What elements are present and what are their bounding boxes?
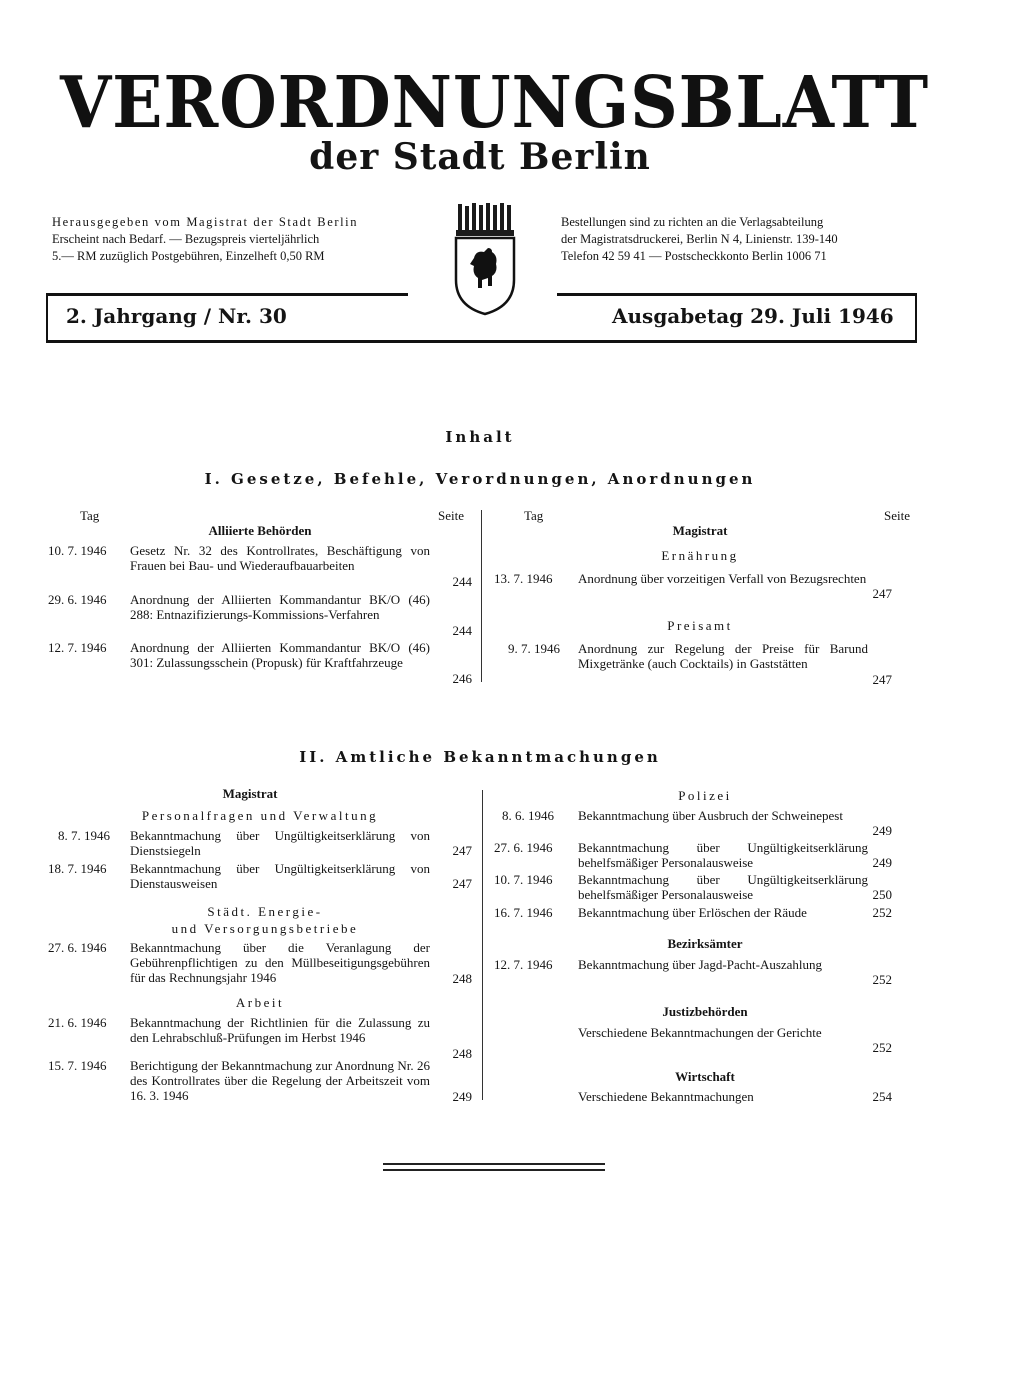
publisher-line: 5.— RM zuzüglich Postgebühren, Einzelheft 0,50 RM: [52, 249, 325, 263]
issue-border-right: [915, 293, 917, 342]
entry-page: 244: [452, 623, 472, 638]
entry-date: 10. 7. 1946: [494, 872, 553, 887]
entry-text: Bekanntmachung über Jagd-Pacht-Auszahlung: [578, 957, 823, 972]
issue-border-left: [46, 293, 48, 342]
masthead-title: VERORDNUNGSBLATT: [60, 60, 930, 144]
list-item: [48, 640, 472, 686]
entry-date: 27. 6. 1946: [48, 940, 107, 955]
subgroup-arbeit: Arbeit: [235, 995, 285, 1010]
issue-rule-left: [46, 293, 408, 296]
col-seite-right: Seite: [884, 508, 910, 523]
entry-text: Gesetz Nr. 32 des Kontrollrates, Beschäftigung von Frauen bei Bau- und Wiederaufbauarbeiten: [130, 543, 430, 573]
entry-page: 247: [452, 876, 472, 891]
entry-date: 29. 6. 1946: [48, 592, 107, 607]
entry-text: Berichtigung der Bekanntmachung zur Anordnung Nr. 26 des Kontrollrates über die Regelung der Arbeitszeit vom 16. 3. 1946: [130, 1058, 430, 1103]
list-item: [494, 641, 892, 687]
entry-page: 247: [872, 672, 892, 687]
subgroup-preisamt: Preisamt: [667, 618, 733, 633]
publisher-line: Erscheint nach Bedarf. — Bezugspreis vierteljährlich: [52, 232, 320, 246]
list-item: [48, 1058, 472, 1104]
list-item: [494, 905, 892, 920]
entry-date: 8. 6. 1946: [502, 808, 554, 823]
entry-page: 249: [872, 823, 892, 838]
entry-date: 12. 7. 1946: [48, 640, 107, 655]
entry-date: 27. 6. 1946: [494, 840, 553, 855]
publisher-info: [52, 214, 412, 265]
col-tag-left: Tag: [80, 508, 100, 523]
entry-text: Bekanntmachung über Ungültigkeitserklärung von Dienstsiegeln: [130, 828, 430, 858]
entry-date: 12. 7. 1946: [494, 957, 553, 972]
list-item: [494, 1025, 892, 1055]
list-item: [48, 861, 472, 891]
entry-text: Anordnung über vorzeitigen Verfall von Bezugsrechten: [578, 571, 867, 586]
entry-page: 244: [452, 574, 472, 589]
entry-text: Anordnung zur Regelung der Preise für Barund Mixgetränke (auch Cocktails) in Gaststätten: [578, 641, 868, 671]
entry-date: 18. 7. 1946: [48, 861, 107, 876]
order-info: [561, 214, 931, 265]
order-line: Bestellungen sind zu richten an die Verlagsabteilung: [561, 215, 824, 229]
list-item: [48, 940, 472, 986]
subgroup-ernaehrung: Ernährung: [661, 548, 739, 563]
list-item: [494, 840, 892, 870]
entry-date: 21. 6. 1946: [48, 1015, 107, 1030]
issue-number: 2. Jahrgang / Nr. 30: [66, 304, 287, 328]
entry-text: Verschiedene Bekanntmachungen: [578, 1089, 754, 1104]
entry-page: 248: [452, 1046, 472, 1061]
order-line: der Magistratsdruckerei, Berlin N 4, Linienstr. 139-140: [561, 232, 838, 246]
entry-date: 9. 7. 1946: [508, 641, 560, 656]
list-item: [494, 957, 892, 987]
column-divider-2: [482, 790, 483, 1100]
issue-rule-bottom: [46, 340, 917, 343]
entry-text: Anordnung der Alliierten Kommandantur BK/O (46) 301: Zulassungsschein (Propusk) für Kraftfahrzeuge: [130, 640, 430, 670]
entry-page: 250: [872, 887, 892, 902]
group-wirtschaft: Wirtschaft: [675, 1069, 735, 1084]
order-line: Telefon 42 59 41 — Postscheckkonto Berlin 1006 71: [561, 249, 827, 263]
entry-date: 10. 7. 1946: [48, 543, 107, 558]
masthead-subtitle: der Stadt Berlin: [309, 136, 651, 178]
list-item: [494, 872, 892, 902]
entry-page: 249: [452, 1089, 472, 1104]
entry-text: Verschiedene Bekanntmachungen der Gerichte: [578, 1025, 822, 1040]
list-item: [48, 828, 472, 858]
entry-page: 246: [452, 671, 472, 686]
group-bezirksaemter: Bezirksämter: [667, 936, 743, 951]
entry-text: Bekanntmachung der Richtlinien für die Zulassung zu den Lehrabschluß-Prüfungen im Herbst 1946: [130, 1015, 430, 1045]
subgroup-energie-2: und Versorgungsbetriebe: [171, 921, 359, 936]
section-1-title: I. Gesetze, Befehle, Verordnungen, Anordnungen: [204, 470, 756, 488]
section-2-title: II. Amtliche Bekanntmachungen: [299, 748, 661, 766]
list-item: [48, 543, 472, 589]
entry-text: Bekanntmachung über die Veranlagung der Gebührenpflichtigen zu den Müllbeseitigungsgebühren für das Rechnungsjahr 1946: [130, 940, 430, 985]
issue-rule-right: [557, 293, 917, 296]
entry-page: 247: [452, 843, 472, 858]
entry-text: Anordnung der Alliierten Kommandantur BK/O (46) 288: Entnazifizierungs-Kommissions-Verfahren: [130, 592, 430, 622]
subgroup-polizei: Polizei: [678, 788, 732, 803]
subgroup-personal: Personalfragen und Verwaltung: [141, 808, 379, 823]
col-seite-left: Seite: [438, 508, 464, 523]
entry-text: Bekanntmachung über Ausbruch der Schweinepest: [578, 808, 843, 823]
entry-date: 8. 7. 1946: [58, 828, 110, 843]
entry-page: 252: [872, 972, 892, 987]
list-item: [48, 1015, 472, 1061]
closing-rule: [383, 1169, 605, 1171]
entry-date: 16. 7. 1946: [494, 905, 553, 920]
entry-page: 249: [872, 855, 892, 870]
berlin-bear-coat-of-arms-icon: [452, 202, 518, 316]
group-magistrat-2: Magistrat: [222, 786, 278, 801]
entry-text: Bekanntmachung über Erlöschen der Räude: [578, 905, 807, 920]
group-alliierte: Alliierte Behörden: [208, 523, 312, 538]
entry-date: 13. 7. 1946: [494, 571, 553, 586]
entry-page: 252: [872, 905, 892, 920]
closing-rule: [383, 1163, 605, 1165]
list-item: [494, 571, 892, 601]
entry-text: Bekanntmachung über Ungültigkeitserklärung behelfsmäßiger Personalausweise: [578, 840, 868, 870]
subgroup-energie-1: Städt. Energie-: [207, 904, 323, 919]
list-item: [494, 808, 892, 838]
column-divider: [481, 510, 482, 682]
entry-page: 247: [872, 586, 892, 601]
entry-text: Bekanntmachung über Ungültigkeitserklärung von Dienstausweisen: [130, 861, 430, 891]
entry-page: 252: [872, 1040, 892, 1055]
entry-page: 254: [872, 1089, 892, 1104]
col-tag-right: Tag: [524, 508, 544, 523]
list-item: [494, 1089, 892, 1104]
publisher-line: Herausgegeben vom Magistrat der Stadt Berlin: [52, 215, 359, 229]
entry-text: Bekanntmachung über Ungültigkeitserklärung behelfsmäßiger Personalausweise: [578, 872, 868, 902]
group-justizbehoerden: Justizbehörden: [662, 1004, 748, 1019]
contents-heading: Inhalt: [445, 428, 515, 446]
group-magistrat: Magistrat: [672, 523, 728, 538]
list-item: [48, 592, 472, 638]
issue-date: Ausgabetag 29. Juli 1946: [612, 304, 894, 328]
entry-page: 248: [452, 971, 472, 986]
entry-date: 15. 7. 1946: [48, 1058, 107, 1073]
